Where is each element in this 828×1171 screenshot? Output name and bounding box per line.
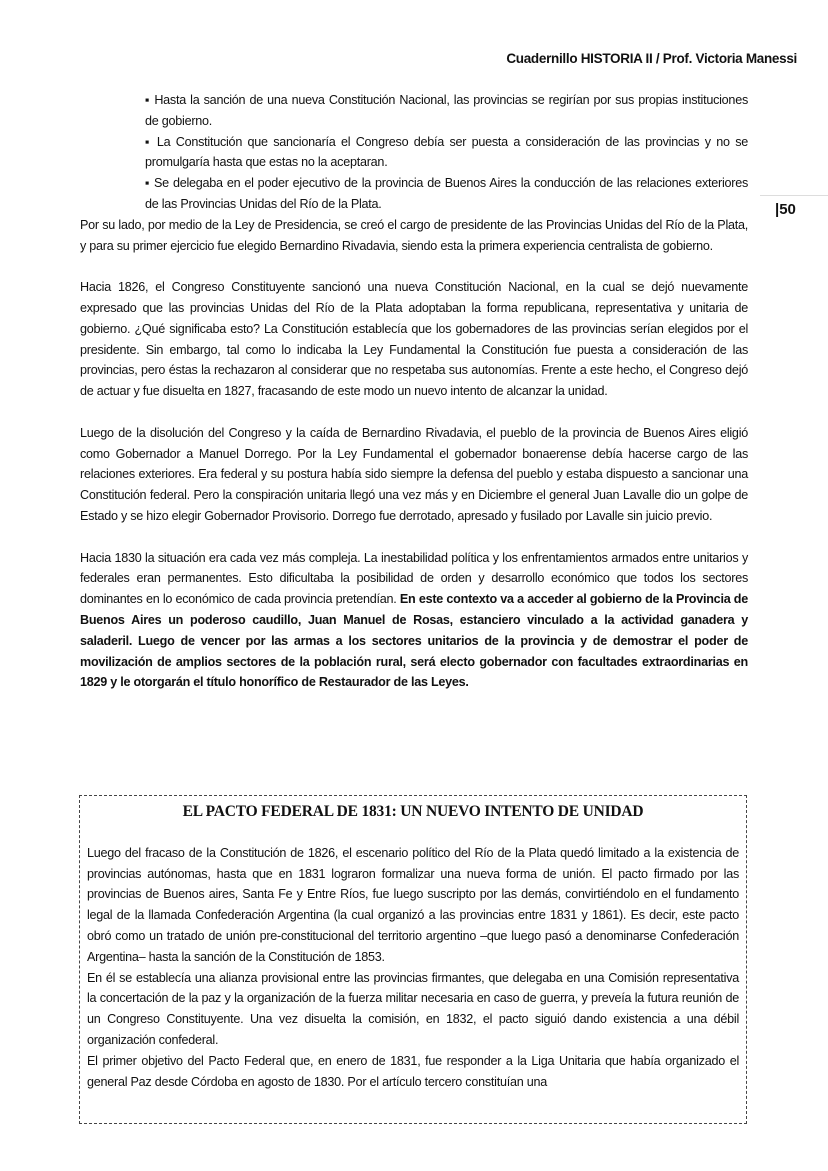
paragraph: Luego de la disolución del Congreso y la caída de Bernardino Rivadavia, el pueblo de la provincia de Buenos Aires eligió como Gobernador a Manuel Dorrego. Por la Ley Fundamental el gobernador bonaerense debía hacerse cargo de las relaciones exteriores. Era federal y su postura había sido siempre la defensa del pueblo y estaba dispuesto a sancionar una Constitución federal. Pero la conspiración unitaria llegó una vez más y en Diciembre el general Juan Lavalle dio un golpe de Estado y se hizo elegir Gobernador Provisorio. Dorrego fue derrotado, apresado y fusilado por Lavalle sin juicio previo. — [80, 425, 748, 523]
paragraph: Hacia 1826, el Congreso Constituyente sancionó una nueva Constitución Nacional, en la cual se dejó nuevamente expresado que las provincias Unidas del Río de la Plata adoptaban la forma republicana, representativa y unitaria de gobierno. ¿Qué significaba esto? La Constitución establecía que los gobernadores de las provincias serían elegidos por el presidente. Sin embargo, tal como lo indicaba la Ley Fundamental la Constitución fue puesta a consideración de las provincias, pero éstas la rechazaron al considerar que no respetaba sus autonomías. Frente a este hecho, el Congreso dejó de actuar y fue disuelta en 1827, fracasando de este modo un nuevo intento de alcanzar la unidad. — [80, 280, 748, 399]
running-header: Cuadernillo HISTORIA II / Prof. Victoria Manessi — [506, 51, 797, 66]
page-number-divider — [760, 195, 828, 196]
page-number: |50 — [775, 201, 796, 218]
paragraph — [80, 548, 748, 694]
bullet-item: ▪ Se delegaba en el poder ejecutivo de la provincia de Buenos Aires la conducción de las relaciones exteriores de las Provincias Unidas del Río de la Plata. — [145, 176, 748, 211]
paragraph-text: Hacia 1830 la situación era cada vez más compleja. La inestabilidad política y los enfrentamientos armados entre unitarios y federales eran permanentes. Esto dificultaba la posibilidad de orden y desarrollo económico que todos los sectores dominantes en lo económico de cada provincia pretendían. — [80, 550, 748, 607]
bullet-item: ▪ La Constitución que sancionaría el Congreso debía ser puesta a consideración de las provincias y no se promulgaría hasta que estas no la aceptaran. — [145, 134, 748, 170]
box-paragraph: El primer objetivo del Pacto Federal que, en enero de 1831, fue responder a la Liga Unitaria que había organizado el general Paz desde Córdoba en agosto de 1830. Por el artículo tercero constituían una — [87, 1053, 739, 1089]
paragraph-bold-text: En este contexto va a acceder al gobierno de la Provincia de Buenos Aires un poderoso caudillo, Juan Manuel de Rosas, estanciero vinculado a la actividad ganadera y saladeril. Luego de vencer por las armas a los sectores unitarios de la provincia y de demostrar el poder de movilización de amplios sectores de la población rural, será electo gobernador con facultades extraordinarias en 1829 y le otorgarán el título honorífico de Restaurador de las Leyes. — [80, 592, 749, 690]
pacto-federal-box — [79, 795, 747, 1124]
bullet-item: ▪ Hasta la sanción de una nueva Constitución Nacional, las provincias se regirían por sus propias instituciones de gobierno. — [145, 93, 748, 128]
box-paragraph: Luego del fracaso de la Constitución de 1826, el escenario político del Río de la Plata quedó limitado a la existencia de provincias autónomas, hasta que en 1831 lograron formalizar una nueva forma de unión. El pacto firmado por las provincias de Buenos aires, Santa Fe y Entre Ríos, fue luego suscripto por las demás, convirtiéndolo en el fundamento legal de la llamada Confederación Argentina (la cual organizó a las provincias entre 1831 y 1861). Es decir, este pacto obró como un tratado de unión pre-constitucional del territorio argentino –que luego pasó a denominarse Confederación Argentina– hasta la sanción de la Constitución de 1853. — [87, 845, 739, 964]
box-paragraph: En él se establecía una alianza provisional entre las provincias firmantes, que delegaba en una Comisión representativa la concertación de la paz y la organización de la fuerza militar necesaria en caso de guerra, y preveía la futura reunión de un Congreso Constituyente. Una vez disuelta la comisión, en 1832, el pacto siguió dando existencia a una débil organización confederal. — [87, 970, 739, 1047]
bullet-list — [145, 90, 748, 215]
body-text — [80, 90, 748, 693]
box-title: EL PACTO FEDERAL DE 1831: UN NUEVO INTENTO DE UNIDAD — [182, 803, 644, 820]
paragraph: Por su lado, por medio de la Ley de Presidencia, se creó el cargo de presidente de las Provincias Unidas del Río de la Plata, y para su primer ejercicio fue elegido Bernardino Rivadavia, siendo esta la primera experiencia centralista de gobierno. — [80, 217, 748, 253]
